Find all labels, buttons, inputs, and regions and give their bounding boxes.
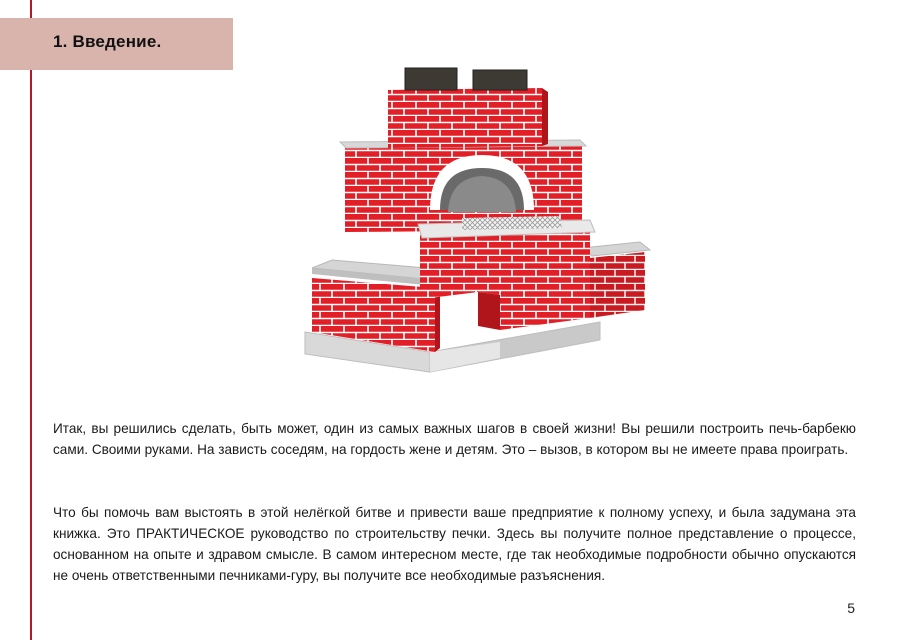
margin-line [30,0,32,640]
paragraph-intro: Итак, вы решились сделать, быть может, один из самых важных шагов в своей жизни! Вы решили построить печь-барбекю сами. Своими руками. На зависть соседям, на гордость жене и детям. Это – вызов, в котором вы не имеете права проиграть. [53,421,856,457]
section-title: 1. Введение. [53,32,162,51]
page-number: 5 [847,600,855,616]
brick-bbq-oven-icon [290,60,660,380]
paragraph-purpose: Что бы помочь вам выстоять в этой нелёгкой битве и привести ваше предприятие к полному успеху, и была задумана эта книжка. Это ПРАКТИЧЕСКОЕ руководство по строительству печки. Здесь вы получите полное представление о процессе, основанном на опыте и здравом смысле. В самом интересном месте, где так необходимые подробности обычно опускаются не очень ответственными печниками-гуру, вы получите все необходимые разъяснения. [53,505,856,583]
